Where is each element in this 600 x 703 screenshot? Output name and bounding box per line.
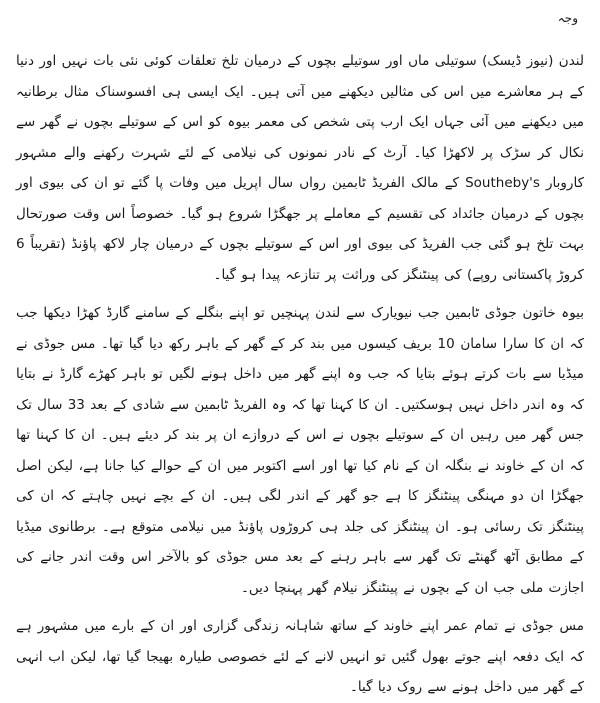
article-paragraph-2: بیوہ خاتون جوڈی ٹابمین جب نیویارک سے لندن پہنچیں تو اپنے بنگلے کے سامنے گارڈ کھڑا دیکھا جب کہ ان کا سارا سامان 10 بریف کیسوں میں بند کر کے گھر کے باہر رکھ دیا گیا تھا۔ مس جوڈی نے میڈیا سے بات کرتے ہوئے بتایا کہ جب وہ اپنے گھر میں داخل ہونے لگیں تو باہر کھڑے گارڈ نے بتایا کہ وہ اندر داخل نہیں ہوسکتیں۔ ان کا کہنا تھا کہ وہ الفریڈ ٹابمین سے شادی کے بعد 33 سال تک جس گھر میں رہیں ان کے سوتیلے بچوں نے اس کے دروازے ان پر بند کر دیئے ہیں۔ ان کا کہنا تھا کہ ان کے خاوند نے بنگلہ ان کے نام کیا تھا اور اسے اکتوبر میں ان کے حوالے کیا جانا ہے، لیکن اصل جھگڑا ان دو مہنگی پینٹنگز کا ہے جو گھر کے اندر لگی ہیں۔ ان کے بچے نہیں چاہتے کہ ان کی پینٹنگز تک رسائی ہو۔ ان پینٹنگز کی جلد ہی کروڑوں پاؤنڈ میں نیلامی متوقع ہے۔ برطانوی میڈیا کے مطابق آٹھ گھنٹے تک گھر سے باہر رہنے کے بعد مس جوڈی کو بالآخر اس وقت اندر جانے کی اجازت ملی جب ان کے بچوں نے پینٹنگز نیلام گھر پہنچا دیں۔ [16,305,585,596]
article-byline: وجہ [557,11,578,25]
article-paragraph-3: مس جوڈی نے تمام عمر اپنے خاوند کے ساتھ شاہانہ زندگی گزاری اور ان کے بارے میں مشہور ہے کہ ایک دفعہ اپنے جوتے بھول گئیں تو انہیں لانے کے لئے خصوصی طیارہ بھیجا گیا تھا، لیکن اب انہی کے گھر میں داخل ہونے سے روک دیا گیا۔ [16,618,584,695]
article-paragraph-1: لندن (نیوز ڈیسک) سوتیلی ماں اور سوتیلے بچوں کے درمیان تلخ تعلقات کوئی نئی بات نہیں اور دنیا کے ہر معاشرے میں اس کی مثالیں دیکھنے میں آتی ہیں۔ ایک ایسی ہی افسوسناک مثال برطانیہ میں دیکھنے میں آئی جہاں ایک ارب پتی شخص کی معمر بیوہ کو اس کے سوتیلے بچوں نے گھر سے نکال کر سڑک پر لاکھڑا کیا۔ آرٹ کے نادر نمونوں کی نیلامی کے لئے شہرت رکھنے والے مشہور کاروبار Southeby's کے مالک الفریڈ ٹابمین رواں سال اپریل میں وفات پا گئے تو ان کی بیوی اور بچوں کے درمیان جائداد کی تقسیم کے معاملے پر جھگڑا شروع ہو گیا۔ خصوصاً اس وقت صورتحال بہت تلخ ہو گئی جب الفریڈ کی بیوی اور اس کے سوتیلے بچوں کے درمیان چار لاکھ پاؤنڈ (تقریباً 6 کروڑ پاکستانی روپے) کی پینٹنگز کی وراثت پر تنازعہ پیدا ہو گیا۔ [16,53,584,283]
